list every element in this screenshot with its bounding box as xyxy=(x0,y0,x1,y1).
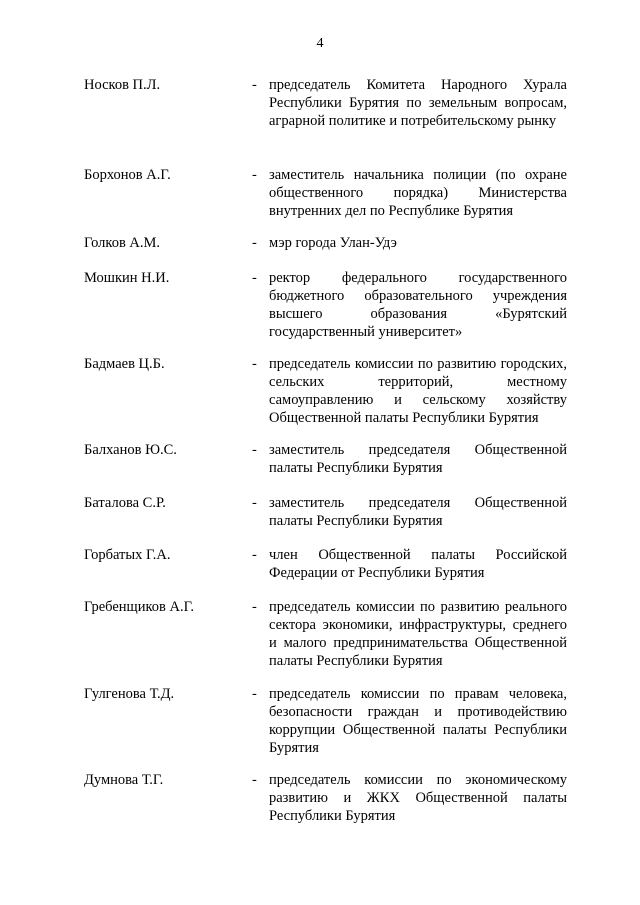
member-role: заместитель председателя Общественной палаты Республики Бурятия xyxy=(269,495,567,529)
member-role: председатель комиссии по правам человека, безопасности граждан и противодействию коррупции Общественной палаты Республики Бурятия xyxy=(269,686,567,756)
list-item xyxy=(84,76,584,130)
list-item xyxy=(84,355,584,427)
member-role: член Общественной палаты Российской Федерации от Республики Бурятия xyxy=(269,547,567,581)
list-item xyxy=(84,234,584,252)
dash-separator: - xyxy=(252,235,257,251)
list-item xyxy=(84,685,584,757)
member-name: Думнова Т.Г. xyxy=(84,772,164,788)
dash-separator: - xyxy=(252,599,257,615)
list-item xyxy=(84,441,584,477)
list-item xyxy=(84,771,584,825)
dash-separator: - xyxy=(252,167,257,183)
dash-separator: - xyxy=(252,270,257,286)
dash-separator: - xyxy=(252,442,257,458)
member-name: Бадмаев Ц.Б. xyxy=(84,356,165,372)
list-item xyxy=(84,494,584,530)
member-name: Носков П.Л. xyxy=(84,77,161,93)
member-role: заместитель председателя Общественной палаты Республики Бурятия xyxy=(269,442,567,476)
member-name: Баталова С.Р. xyxy=(84,495,166,511)
page-number: 4 xyxy=(316,36,324,51)
member-name: Гребенщиков А.Г. xyxy=(84,599,194,615)
member-name: Балханов Ю.С. xyxy=(84,442,177,458)
member-name: Гулгенова Т.Д. xyxy=(84,686,175,702)
list-item xyxy=(84,598,584,670)
member-role: председатель комиссии по экономическому развитию и ЖКХ Общественной палаты Республики Бурятия xyxy=(269,772,567,824)
member-name: Мошкин Н.И. xyxy=(84,270,170,286)
dash-separator: - xyxy=(252,686,257,702)
dash-separator: - xyxy=(252,356,257,372)
member-name: Голков А.М. xyxy=(84,235,161,251)
dash-separator: - xyxy=(252,772,257,788)
member-name: Горбатых Г.А. xyxy=(84,547,171,563)
dash-separator: - xyxy=(252,547,257,563)
dash-separator: - xyxy=(252,495,257,511)
list-item xyxy=(84,166,584,220)
member-role: председатель комиссии по развитию реального сектора экономики, инфраструктуры, среднего и малого предпринимательства Общественной палаты Республики Бурятия xyxy=(269,599,567,669)
list-item xyxy=(84,269,584,341)
member-role: мэр города Улан-Удэ xyxy=(269,235,397,251)
member-role: заместитель начальника полиции (по охране общественного порядка) Министерства внутренних дел по Республике Бурятия xyxy=(269,167,567,219)
member-role: ректор федерального государственного бюджетного образовательного учреждения высшего образования «Бурятский государственный университет» xyxy=(269,270,567,340)
member-role: председатель Комитета Народного Хурала Республики Бурятия по земельным вопросам, аграрной политике и потребительскому рынку xyxy=(269,77,567,129)
list-item xyxy=(84,546,584,582)
member-role: председатель комиссии по развитию городских, сельских территорий, местному самоуправлению и сельскому хозяйству Общественной палаты Республики Бурятия xyxy=(269,356,567,426)
member-name: Борхонов А.Г. xyxy=(84,167,171,183)
dash-separator: - xyxy=(252,77,257,93)
